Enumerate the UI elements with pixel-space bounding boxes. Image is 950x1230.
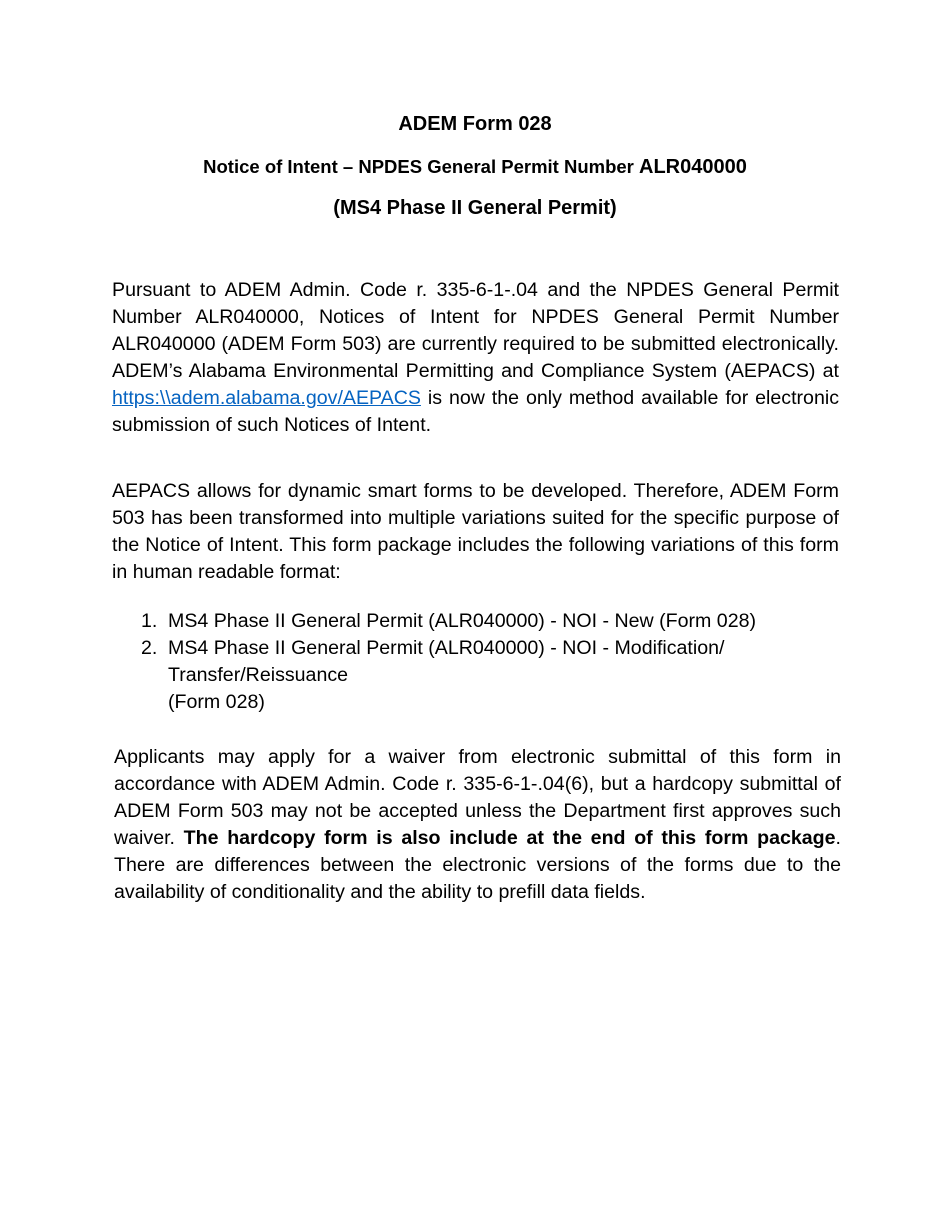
list-item-text-continued: (Form 028) — [168, 691, 265, 713]
form-subtitle: (MS4 Phase II General Permit) — [333, 197, 617, 219]
intro-paragraph — [112, 277, 839, 439]
intro-text-before-link: Pursuant to ADEM Admin. Code r. 335-6-1-.04 and the NPDES General Permit Number ALR040000, Notices of Intent for NPDES General Permit Number ALR040000 (ADEM Form 503) are currently required to be submitted electronically. ADEM’s Alabama Environmental Permitting and Compliance System (AEPACS) at — [112, 279, 839, 382]
waiver-text-start: Applicants may apply for a waiver from electronic submittal of this form in accordance with ADEM Admin. Code r. 335-6-1-.04(6), but a hardcopy submittal of ADEM Form 503 may not be accepted unless the Department first approves such waiver. — [114, 746, 841, 849]
notice-heading — [0, 156, 950, 179]
list-item — [141, 635, 841, 716]
list-item-text-continued: Transfer/Reissuance — [168, 664, 349, 686]
list-item-text: MS4 Phase II General Permit (ALR040000) - NOI - New (Form 028) — [168, 610, 757, 632]
notice-prefix: Notice of Intent – NPDES General Permit Number — [203, 156, 640, 177]
intro-text-after-link: is now the only method available for electronic submission of such Notices of Intent. — [112, 387, 839, 436]
list-item-text: MS4 Phase II General Permit (ALR040000) - NOI - Modification/ — [168, 637, 725, 659]
list-item-number: 1. — [141, 610, 158, 632]
waiver-paragraph — [114, 744, 841, 906]
aepacs-paragraph: AEPACS allows for dynamic smart forms to be developed. Therefore, ADEM Form 503 has been transformed into multiple variations suited for the specific purpose of the Notice of Intent. This form package includes the following variations of this form in human readable format: — [112, 480, 839, 583]
form-variations-list — [141, 608, 841, 716]
list-item — [141, 608, 841, 635]
aepacs-link[interactable]: https:\\adem.alabama.gov/AEPACS — [112, 387, 421, 409]
hardcopy-note: The hardcopy form is also include at the end of this form package — [183, 827, 836, 849]
form-title: ADEM Form 028 — [398, 113, 552, 135]
list-item-number: 2. — [141, 637, 158, 659]
permit-number: ALR040000 — [639, 156, 747, 178]
waiver-text-end: . There are differences between the electronic versions of the forms due to the availability of conditionality and the ability to prefill data fields. — [114, 827, 841, 903]
